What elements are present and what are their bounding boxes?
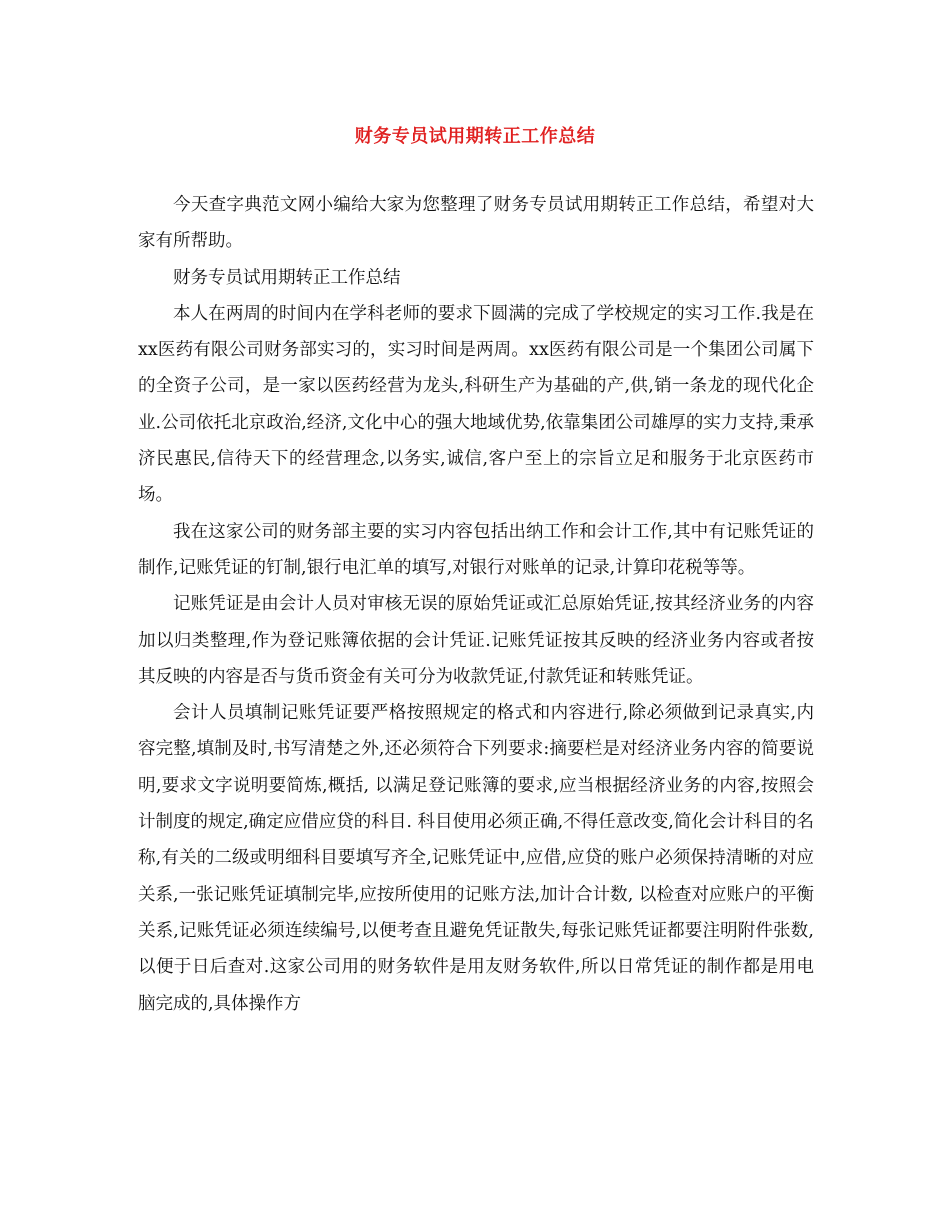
paragraph-intro: 今天查字典范文网小编给大家为您整理了财务专员试用期转正工作总结，希望对大家有所帮助。 (138, 195, 814, 252)
document-body (138, 187, 814, 1022)
paragraph-voucher-definition: 记账凭证是由会计人员对审核无误的原始凭证或汇总原始凭证,按其经济业务的内容加以归类整理,作为登记账簿依据的会计凭证.记账凭证按其反映的经济业务内容或者按其反映的内容是否与货币资金有关可分为收款凭证,付款凭证和转账凭证。 (138, 594, 814, 687)
paragraph-voucher-requirements: 会计人员填制记账凭证要严格按照规定的格式和内容进行,除必须做到记录真实,内容完整,填制及时,书写清楚之外,还必须符合下列要求:摘要栏是对经济业务内容的简要说明,要求文字说明要简炼,概括, 以满足登记账簿的要求,应当根据经济业务的内容,按照会计制度的规定,确定应借应贷的科目. 科目使用必须正确,不得任意改变,简化会计科目的名称,有关的二级或明细科目要填写齐全,记账凭证中,应借,应贷的账户必须保持清晰的对应关系,一张记账凭证填制完毕,应按所使用的记账方法,加计合计数, 以检查对应账户的平衡关系,记账凭证必须连续编号,以便考查且避免凭证散失,每张记账凭证都要注明附件张数,以便于日后查对.这家公司用的财务软件是用友财务软件,所以日常凭证的制作都是用电脑完成的,具体操作方 (138, 703, 814, 1014)
paragraph-subtitle: 财务专员试用期转正工作总结 (173, 267, 401, 288)
paragraph-company: 本人在两周的时间内在学科老师的要求下圆满的完成了学校规定的实习工作.我是在xx医药有限公司财务部实习的，实习时间是两周。xx医药有限公司是一个集团公司属下的全资子公司，是一家以医药经营为龙头,科研生产为基础的产,供,销一条龙的现代化企业.公司依托北京政治,经济,文化中心的强大地域优势,依靠集团公司雄厚的实力支持,秉承济民惠民,信待天下的经营理念,以务实,诚信,客户至上的宗旨立足和服务于北京医药市场。 (138, 303, 814, 506)
paragraph-duties: 我在这家公司的财务部主要的实习内容包括出纳工作和会计工作,其中有记账凭证的制作,记账凭证的钉制,银行电汇单的填写,对银行对账单的记录,计算印花税等等。 (138, 521, 814, 578)
page-title: 财务专员试用期转正工作总结 (354, 126, 596, 147)
